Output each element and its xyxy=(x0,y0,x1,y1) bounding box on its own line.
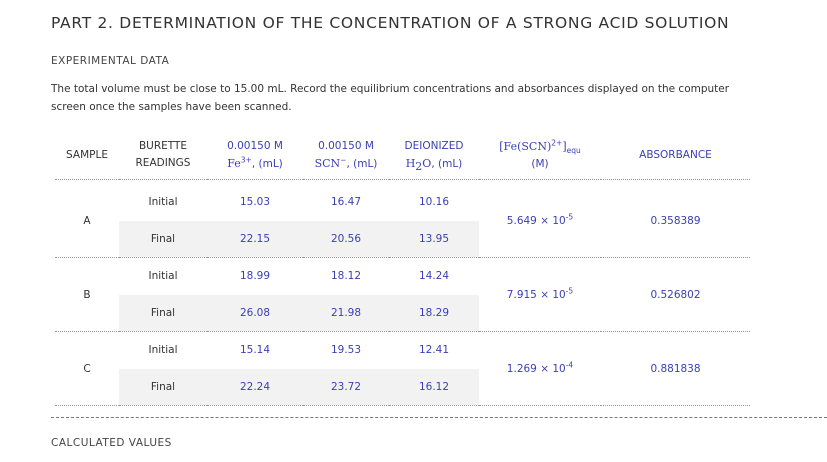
concentration-exponent: -4 xyxy=(565,360,574,369)
reading-label: Final xyxy=(119,369,207,405)
header-conc-pre: [Fe(SCN) xyxy=(499,139,552,153)
section-divider xyxy=(51,417,827,418)
header-conc-unit: (M) xyxy=(531,157,549,170)
header-readings-line2: READINGS xyxy=(135,157,191,169)
header-conc-charge: 2+ xyxy=(551,138,563,147)
header-fe-ion: Fe xyxy=(227,156,241,170)
reading-label: Final xyxy=(119,295,207,331)
instructions-text: The total volume must be close to 15.00 mL. Record the equilibrium concentrations and absorbances displayed on the computer screen once the samples have been scanned. xyxy=(51,83,730,113)
header-conc-sub: equ xyxy=(566,145,581,155)
sample-c-label: C xyxy=(83,362,91,375)
sample-b-absorbance: 0.526802 xyxy=(650,288,701,301)
reading-label: Final xyxy=(119,221,207,257)
sample-b-initial-scn: 18.12 xyxy=(330,270,362,282)
sample-b-initial-fe: 18.99 xyxy=(239,270,271,282)
sample-b-final-fe: 26.08 xyxy=(207,295,303,331)
header-water-o: O xyxy=(422,156,432,170)
sample-a-initial-fe: 15.03 xyxy=(239,196,271,208)
sample-b-initial-water: 14.24 xyxy=(418,270,450,282)
header-fe-unit: , (mL) xyxy=(251,157,283,170)
concentration-mantissa: 7.915 × 10 xyxy=(506,288,566,301)
page-title: PART 2. DETERMINATION OF THE CONCENTRATION OF A STRONG ACID SOLUTION xyxy=(51,14,730,32)
table-row xyxy=(55,184,750,220)
header-water-unit: , (mL) xyxy=(431,157,463,170)
sample-b-final-scn: 21.98 xyxy=(303,295,389,331)
sample-a-concentration xyxy=(479,184,601,257)
sample-c-final-water: 16.12 xyxy=(389,369,479,405)
sample-a-final-fe: 22.15 xyxy=(207,221,303,257)
concentration-mantissa: 5.649 × 10 xyxy=(506,214,566,227)
header-water-sub: 2 xyxy=(415,159,423,173)
reading-label: Initial xyxy=(148,344,178,356)
header-water-line1: DEIONIZED xyxy=(404,139,464,152)
header-equilibrium-concentration xyxy=(479,131,601,180)
concentration-mantissa: 1.269 × 10 xyxy=(506,362,566,375)
table-row xyxy=(55,258,750,295)
header-water-volume xyxy=(389,131,479,180)
header-water-h: H xyxy=(405,156,416,170)
header-absorbance: ABSORBANCE xyxy=(601,131,750,180)
reading-label: Initial xyxy=(148,270,178,282)
sample-c-final-fe: 22.24 xyxy=(207,369,303,405)
experimental-data-heading: EXPERIMENTAL DATA xyxy=(51,55,170,67)
header-conc-post: ] xyxy=(562,139,567,153)
concentration-exponent: -5 xyxy=(565,286,574,295)
calculated-values-heading: CALCULATED VALUES xyxy=(51,437,172,449)
concentration-exponent: -5 xyxy=(565,212,574,221)
sample-b-concentration xyxy=(479,258,601,332)
header-fe-volume xyxy=(207,131,303,180)
sample-c-initial-scn: 19.53 xyxy=(330,344,362,356)
sample-a-initial-scn: 16.47 xyxy=(330,196,362,208)
reading-label: Initial xyxy=(148,196,178,208)
sample-c-initial-water: 12.41 xyxy=(418,344,450,356)
header-burette-readings xyxy=(119,131,207,180)
sample-b-final-water: 18.29 xyxy=(389,295,479,331)
header-fe-charge: 3+ xyxy=(240,155,252,164)
sample-a-final-scn: 20.56 xyxy=(303,221,389,257)
sample-c-initial-fe: 15.14 xyxy=(239,344,271,356)
header-scn-concentration: 0.00150 M xyxy=(318,139,374,152)
sample-a-label: A xyxy=(83,214,91,227)
header-scn-volume xyxy=(303,131,389,180)
sample-a-initial-water: 10.16 xyxy=(418,196,450,208)
header-scn-unit: , (mL) xyxy=(346,157,378,170)
table-row xyxy=(55,332,750,369)
header-scn-ion: SCN xyxy=(314,156,341,170)
header-sample: SAMPLE xyxy=(55,131,119,180)
experimental-data-table xyxy=(55,131,750,406)
sample-c-absorbance: 0.881838 xyxy=(650,362,701,375)
sample-c-concentration xyxy=(479,332,601,406)
header-fe-concentration: 0.00150 M xyxy=(227,139,283,152)
header-scn-charge: − xyxy=(340,155,347,164)
sample-a-absorbance: 0.358389 xyxy=(650,214,701,227)
header-readings-line1: BURETTE xyxy=(138,140,188,152)
sample-b-label: B xyxy=(83,288,91,301)
table-header-row xyxy=(55,131,750,180)
sample-c-final-scn: 23.72 xyxy=(303,369,389,405)
sample-a-final-water: 13.95 xyxy=(389,221,479,257)
